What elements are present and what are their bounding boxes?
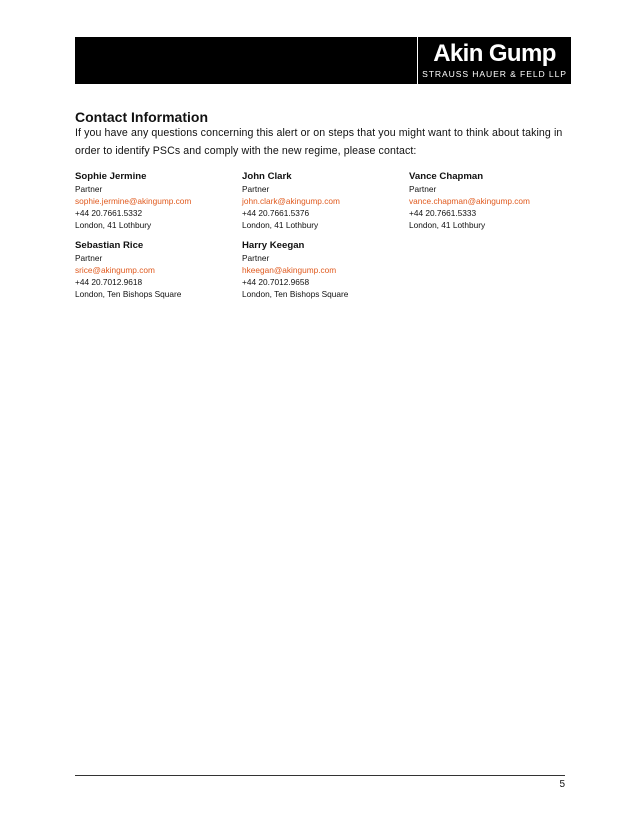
contact-title: Partner (409, 184, 437, 194)
contact-email-link[interactable]: srice@akingump.com (75, 264, 155, 275)
contact-card (242, 239, 402, 301)
brand-name: Akin Gump (433, 40, 556, 67)
header-bar (75, 37, 571, 84)
section-title: Contact Information (75, 109, 208, 125)
contact-location: London, Ten Bishops Square (75, 288, 182, 299)
contact-name: Sophie Jermine (75, 171, 147, 182)
contact-title: Partner (242, 184, 270, 194)
contact-phone: +44 20.7012.9618 (75, 276, 143, 287)
contact-title: Partner (75, 253, 103, 263)
contact-phone: +44 20.7661.5376 (242, 207, 310, 218)
contact-location: London, 41 Lothbury (242, 219, 319, 230)
intro-paragraph: If you have any questions concerning this alert or on steps that you might want to think about taking in order to identify PSCs and comply with the new regime, please contact: (75, 127, 563, 157)
contact-phone: +44 20.7012.9658 (242, 276, 310, 287)
contact-email-link[interactable]: hkeegan@akingump.com (242, 264, 337, 275)
contact-card (75, 239, 235, 301)
page-number: 5 (559, 779, 565, 790)
contact-name: Sebastian Rice (75, 240, 144, 251)
contact-phone: +44 20.7661.5332 (75, 207, 143, 218)
contact-title: Partner (75, 184, 103, 194)
contact-email-link[interactable]: vance.chapman@akingump.com (409, 195, 530, 206)
footer-divider (75, 775, 565, 776)
brand-logo (417, 37, 571, 84)
contact-email-link[interactable]: sophie.jermine@akingump.com (75, 195, 192, 206)
brand-subtitle: STRAUSS HAUER & FELD LLP (422, 69, 567, 79)
contact-title: Partner (242, 253, 270, 263)
contact-location: London, 41 Lothbury (409, 219, 486, 230)
contact-location: London, 41 Lothbury (75, 219, 152, 230)
contact-card (75, 170, 235, 232)
contact-card (409, 170, 569, 232)
contact-card (242, 170, 402, 232)
contact-phone: +44 20.7661.5333 (409, 207, 477, 218)
contact-name: John Clark (242, 171, 292, 182)
contact-email-link[interactable]: john.clark@akingump.com (242, 195, 340, 206)
contact-name: Vance Chapman (409, 171, 484, 182)
contact-name: Harry Keegan (242, 240, 305, 251)
contact-location: London, Ten Bishops Square (242, 288, 349, 299)
